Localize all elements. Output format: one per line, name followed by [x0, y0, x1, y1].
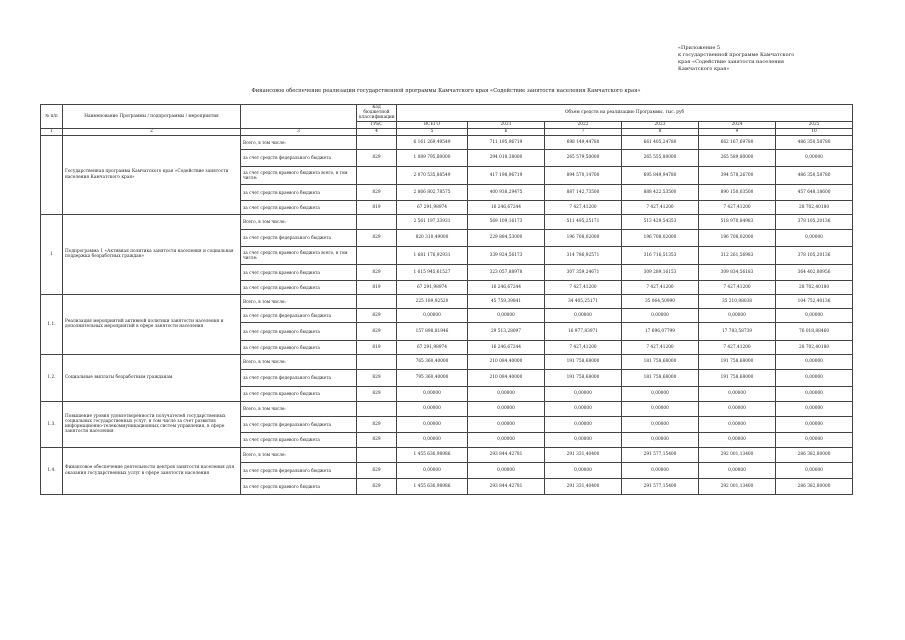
amount-cell: 67 291,98974 [397, 200, 468, 214]
financing-table [40, 104, 853, 495]
header-col-2021: 2021 [468, 121, 545, 128]
amount-cell: 0,00000 [776, 229, 853, 246]
funding-source: за счет средств краевого бюджета [241, 478, 357, 494]
amount-cell: 309 834,56183 [699, 264, 776, 280]
amount-cell: 486 350,58780 [776, 166, 853, 184]
amount-cell: 0,00000 [699, 462, 776, 478]
amount-cell: 820 310,49000 [397, 229, 468, 246]
row-number: 1.2. [41, 354, 63, 401]
row-number: 1.3. [41, 401, 63, 447]
amount-cell: 0,00000 [776, 432, 853, 447]
funding-source: за счет средств краевого бюджета [241, 280, 357, 294]
amount-cell: 0,00000 [776, 308, 853, 322]
amount-cell: 0,00000 [776, 462, 853, 478]
funding-source: Всего, в том числе: [241, 447, 357, 462]
funding-source: за счет средств краевого бюджета [241, 264, 357, 280]
col-number: 8 [622, 128, 699, 135]
amount-cell: 513 429,54353 [622, 214, 699, 229]
funding-source: Всего, в том числе: [241, 401, 357, 416]
amount-cell: 225 189,92520 [397, 294, 468, 308]
amount-cell: 191 758,68000 [545, 354, 622, 369]
amount-cell: 0,00000 [468, 462, 545, 478]
col-number: 3 [241, 128, 357, 135]
col-number: 7 [545, 128, 622, 135]
amount-cell: 16 977,83971 [545, 322, 622, 340]
amount-cell: 7 427,41200 [622, 280, 699, 294]
amount-cell: 157 898,81946 [397, 322, 468, 340]
amount-cell: 292 001,13400 [699, 447, 776, 462]
col-number: 9 [699, 128, 776, 135]
amount-cell: 7 427,41200 [699, 200, 776, 214]
budget-code: 829 [357, 229, 397, 246]
amount-cell: 196 708,02000 [622, 229, 699, 246]
table-row [41, 294, 853, 308]
amount-cell: 698 149,44780 [545, 135, 622, 149]
amount-cell: 378 105,20136 [776, 214, 853, 229]
amount-cell: 486 350,58780 [776, 135, 853, 149]
amount-cell: 0,00000 [622, 432, 699, 447]
amount-cell: 0,00000 [776, 354, 853, 369]
amount-cell: 265 579,50000 [545, 149, 622, 166]
amount-cell: 181 758,68000 [622, 354, 699, 369]
budget-code: 829 [357, 478, 397, 494]
funding-source: за счет средств федерального бюджета [241, 369, 357, 386]
col-number: 6 [468, 128, 545, 135]
amount-cell: 0,00000 [776, 149, 853, 166]
amount-cell: 0,00000 [397, 401, 468, 416]
amount-cell: 28 702,40180 [776, 340, 853, 354]
amount-cell: 7 427,41200 [545, 340, 622, 354]
amount-cell: 457 648,18600 [776, 184, 853, 200]
budget-code [357, 294, 397, 308]
col-number: 5 [397, 128, 468, 135]
annex-line: «Приложение 5 [678, 45, 721, 51]
amount-cell: 286 382,80000 [776, 447, 853, 462]
amount-cell: 191 758,68000 [545, 369, 622, 386]
amount-cell: 662 167,69780 [699, 135, 776, 149]
amount-cell: 711 195,96719 [468, 135, 545, 149]
header-code-group: Код бюджетной классификации [357, 105, 397, 122]
budget-code: 829 [357, 416, 397, 432]
amount-cell: 0,00000 [699, 432, 776, 447]
header-col-2023: 2023 [622, 121, 699, 128]
table-row [41, 214, 853, 229]
header-col-2025: 2025 [776, 121, 853, 128]
program-name: Финансовое обеспечение деятельности центров занятости населения для оказания государственных услуг в сфере занятости населения [63, 447, 241, 494]
amount-cell: 0,00000 [776, 386, 853, 401]
amount-cell: 16 246,67244 [468, 340, 545, 354]
budget-code: 829 [357, 322, 397, 340]
budget-code: 829 [357, 462, 397, 478]
amount-cell: 314 786,92571 [545, 246, 622, 264]
header-col-total: ВСЕГО [397, 121, 468, 128]
header-name: Наименование Программы / подпрограммы / мероприятия [63, 105, 241, 129]
numbering-row [41, 128, 853, 135]
amount-cell: 0,00000 [397, 462, 468, 478]
funding-source: за счет средств федерального бюджета [241, 229, 357, 246]
amount-cell: 0,00000 [468, 386, 545, 401]
funding-source: за счет средств краевого бюджета [241, 432, 357, 447]
amount-cell: 196 708,02000 [699, 229, 776, 246]
amount-cell: 210 084,40000 [468, 369, 545, 386]
amount-cell: 265 555,80000 [622, 149, 699, 166]
budget-code: 819 [357, 200, 397, 214]
header-num: № п/п [41, 105, 63, 129]
amount-cell: 394 578,26700 [699, 166, 776, 184]
amount-cell: 35 210,98038 [699, 294, 776, 308]
budget-code [357, 214, 397, 229]
amount-cell: 229 884,53000 [468, 229, 545, 246]
amount-cell: 294 018,38000 [468, 149, 545, 166]
header-col-2022: 2022 [545, 121, 622, 128]
funding-source: за счет средств краевого бюджета [241, 386, 357, 401]
amount-cell: 400 938,29475 [468, 184, 545, 200]
amount-cell: 191 758,68000 [699, 354, 776, 369]
funding-source: за счет средств краевого бюджета [241, 340, 357, 354]
amount-cell: 104 752,40136 [776, 294, 853, 308]
amount-cell: 35 064,50990 [622, 294, 699, 308]
funding-source: за счет средств краевого бюджета всего, в том числе: [241, 166, 357, 184]
budget-code [357, 166, 397, 184]
amount-cell: 191 758,68000 [699, 369, 776, 386]
funding-source: за счет средств краевого бюджета [241, 200, 357, 214]
amount-cell: 511 495,25171 [545, 214, 622, 229]
annex-line: к государственной программе Камчатского [678, 52, 795, 58]
funding-source: Всего, в том числе: [241, 214, 357, 229]
program-name: Государственная программа Камчатского края «Содействие занятости населения Камчатского края» [63, 135, 241, 214]
amount-cell: 7 427,41200 [699, 280, 776, 294]
amount-cell: 0,00000 [468, 432, 545, 447]
program-name: Социальные выплаты безработным гражданам [63, 354, 241, 401]
funding-source: Всего, в том числе: [241, 135, 357, 149]
col-number: 1 [41, 128, 63, 135]
table-row [41, 401, 853, 416]
document-title: Финансовое обеспечение реализации государственной программы Камчатского края «Содействие занятости населения Камчатского края» [251, 88, 641, 94]
amount-cell: 6 161 269,49549 [397, 135, 468, 149]
funding-source: за счет средств краевого бюджета [241, 184, 357, 200]
amount-cell: 67 291,98974 [397, 340, 468, 354]
amount-cell: 210 084,40000 [468, 354, 545, 369]
amount-cell: 0,00000 [699, 386, 776, 401]
amount-cell: 292 001,13400 [699, 478, 776, 494]
amount-cell: 307 359,24671 [545, 264, 622, 280]
amount-cell: 2 070 535,88549 [397, 166, 468, 184]
amount-cell: 0,00000 [622, 308, 699, 322]
header-col-2024: 2024 [699, 121, 776, 128]
budget-code: 829 [357, 184, 397, 200]
annex-line: Камчатского края» [678, 66, 730, 72]
budget-code: 829 [357, 308, 397, 322]
budget-code [357, 246, 397, 264]
program-name: Подпрограмма 1 «Активная политика занятости населения и социальная поддержка безработных граждан» [63, 214, 241, 294]
amount-cell: 316 716,51353 [622, 246, 699, 264]
amount-cell: 28 702,40180 [776, 280, 853, 294]
amount-cell: 0,00000 [545, 386, 622, 401]
header-row [41, 105, 853, 122]
amount-cell: 0,00000 [468, 416, 545, 432]
budget-code [357, 354, 397, 369]
amount-cell: 291 331,40400 [545, 447, 622, 462]
amount-cell: 0,00000 [776, 369, 853, 386]
amount-cell: 67 291,98974 [397, 280, 468, 294]
amount-cell: 1 615 945,61527 [397, 264, 468, 280]
col-number: 2 [63, 128, 241, 135]
amount-cell: 29 513,28097 [468, 322, 545, 340]
amount-cell: 0,00000 [468, 401, 545, 416]
table-row [41, 447, 853, 462]
amount-cell: 17 783,58739 [699, 322, 776, 340]
amount-cell: 323 057,88978 [468, 264, 545, 280]
amount-cell: 888 422,53500 [622, 184, 699, 200]
amount-cell: 887 142,73500 [545, 184, 622, 200]
amount-cell: 765 360,40000 [397, 354, 468, 369]
amount-cell: 196 708,02000 [545, 229, 622, 246]
amount-cell: 45 759,39841 [468, 294, 545, 308]
amount-cell: 0,00000 [622, 462, 699, 478]
budget-code: 819 [357, 280, 397, 294]
header-volume-group: Объем средств на реализацию Программы, тыс. руб [397, 105, 853, 122]
amount-cell: 0,00000 [397, 308, 468, 322]
amount-cell: 309 289,16153 [622, 264, 699, 280]
amount-cell: 0,00000 [622, 401, 699, 416]
amount-cell: 364 402,80956 [776, 264, 853, 280]
budget-code: 829 [357, 386, 397, 401]
amount-cell: 569 109,16173 [468, 214, 545, 229]
amount-cell: 312 261,56983 [699, 246, 776, 264]
col-number: 4 [357, 128, 397, 135]
amount-cell: 28 702,40180 [776, 200, 853, 214]
budget-code: 829 [357, 432, 397, 447]
funding-source: за счет средств краевого бюджета [241, 322, 357, 340]
funding-source: за счет средств федерального бюджета [241, 308, 357, 322]
amount-cell: 181 758,68000 [622, 369, 699, 386]
amount-cell: 1 455 636,98986 [397, 447, 468, 462]
budget-code [357, 135, 397, 149]
amount-cell: 0,00000 [776, 401, 853, 416]
amount-cell: 795 360,40000 [397, 369, 468, 386]
funding-source: за счет средств федерального бюджета [241, 462, 357, 478]
amount-cell: 0,00000 [545, 401, 622, 416]
amount-cell: 7 427,41200 [622, 200, 699, 214]
amount-cell: 661 405,24780 [622, 135, 699, 149]
amount-cell: 265 589,80000 [699, 149, 776, 166]
amount-cell: 7 427,41200 [622, 340, 699, 354]
amount-cell: 1 681 176,92931 [397, 246, 468, 264]
amount-cell: 291 577,15400 [622, 478, 699, 494]
amount-cell: 0,00000 [776, 416, 853, 432]
amount-cell: 518 970,84983 [699, 214, 776, 229]
amount-cell: 7 427,41200 [545, 280, 622, 294]
amount-cell: 7 427,41200 [545, 200, 622, 214]
amount-cell: 2 866 802,78575 [397, 184, 468, 200]
table-row [41, 354, 853, 369]
header-source [241, 105, 357, 129]
amount-cell: 0,00000 [545, 308, 622, 322]
funding-source: за счет средств краевого бюджета всего, в том числе: [241, 246, 357, 264]
budget-code: 829 [357, 149, 397, 166]
amount-cell: 34 405,25171 [545, 294, 622, 308]
amount-cell: 890 150,03500 [699, 184, 776, 200]
budget-code: 829 [357, 369, 397, 386]
amount-cell: 2 561 197,33931 [397, 214, 468, 229]
amount-cell: 417 198,96719 [468, 166, 545, 184]
amount-cell: 339 924,56173 [468, 246, 545, 264]
table-row [41, 135, 853, 149]
amount-cell: 894 570,14700 [545, 166, 622, 184]
amount-cell: 0,00000 [397, 416, 468, 432]
amount-cell: 16 246,67244 [468, 280, 545, 294]
amount-cell: 0,00000 [699, 416, 776, 432]
amount-cell: 293 844,42781 [468, 447, 545, 462]
amount-cell: 0,00000 [699, 401, 776, 416]
amount-cell: 1 455 636,98986 [397, 478, 468, 494]
header-code: ГРБС [357, 121, 397, 128]
funding-source: за счет средств федерального бюджета [241, 416, 357, 432]
amount-cell: 0,00000 [468, 308, 545, 322]
row-number: 1.1. [41, 294, 63, 354]
budget-code: 829 [357, 264, 397, 280]
amount-cell: 293 844,42781 [468, 478, 545, 494]
amount-cell: 0,00000 [397, 432, 468, 447]
row-number: 1 [41, 214, 63, 294]
amount-cell: 0,00000 [622, 386, 699, 401]
amount-cell: 0,00000 [397, 386, 468, 401]
amount-cell: 695 849,94780 [622, 166, 699, 184]
amount-cell: 16 246,67244 [468, 200, 545, 214]
amount-cell: 0,00000 [545, 416, 622, 432]
amount-cell: 7 427,41200 [699, 340, 776, 354]
amount-cell: 0,00000 [699, 308, 776, 322]
funding-source: Всего, в том числе: [241, 294, 357, 308]
funding-source: за счет средств федерального бюджета [241, 149, 357, 166]
amount-cell: 291 331,40400 [545, 478, 622, 494]
amount-cell: 0,00000 [545, 462, 622, 478]
amount-cell: 17 696,07799 [622, 322, 699, 340]
annex-note [678, 45, 828, 73]
amount-cell: 0,00000 [545, 432, 622, 447]
amount-cell: 0,00000 [622, 416, 699, 432]
row-number: 1.4. [41, 447, 63, 494]
annex-line: края «Содействие занятости населения [678, 59, 785, 65]
amount-cell: 76 018,88460 [776, 322, 853, 340]
row-number [41, 135, 63, 214]
amount-cell: 286 382,80000 [776, 478, 853, 494]
budget-code [357, 401, 397, 416]
budget-code [357, 447, 397, 462]
amount-cell: 378 105,20136 [776, 246, 853, 264]
budget-code: 819 [357, 340, 397, 354]
program-name: Реализация мероприятий активной политики занятости населения и дополнительных мероприятий в сфере занятости населения [63, 294, 241, 354]
amount-cell: 1 089 795,80000 [397, 149, 468, 166]
program-name: Повышение уровня удовлетворенности получателей государственных социальных государственных услуг, в том числе за счет развития информационно-телекоммуникационных систем управления, в сфере занятости населения [63, 401, 241, 447]
amount-cell: 291 577,15400 [622, 447, 699, 462]
col-number: 10 [776, 128, 853, 135]
funding-source: Всего, в том числе: [241, 354, 357, 369]
